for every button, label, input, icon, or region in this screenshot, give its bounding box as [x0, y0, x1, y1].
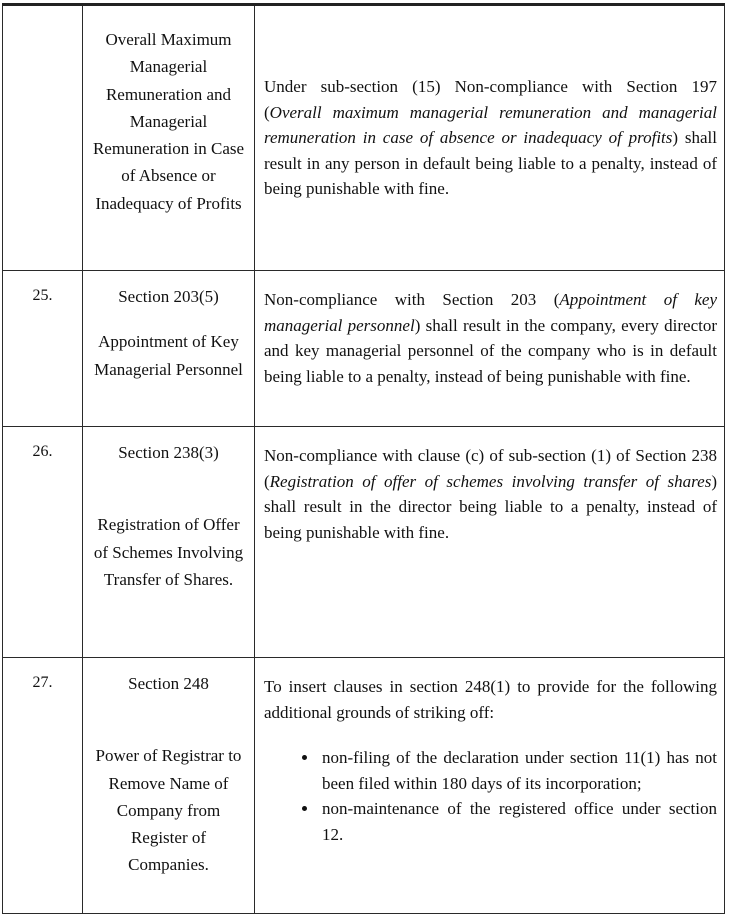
table-row	[3, 427, 725, 658]
section-cell	[83, 5, 255, 271]
description-text: ) shall result in the company, every director and key managerial personnel of the company who is in default being liable to a penalty, instead of being punishable with fine.	[264, 315, 717, 386]
description-text: Non-compliance with Section 203 (	[264, 290, 560, 309]
row-number-cell: 26.	[3, 427, 83, 658]
description-text: Non-compliance with clause (c) of sub-section (1) of Section 238 (	[264, 446, 717, 491]
row-number-cell: 27.	[3, 658, 83, 914]
row-number-cell	[3, 5, 83, 271]
amendments-table	[2, 3, 725, 914]
description-italic: Overall maximum managerial remuneration and managerial remuneration in case of absence or inadequacy of profits	[264, 102, 717, 147]
section-title: Appointment of Key Managerial Personnel	[94, 332, 243, 379]
section-cell	[83, 427, 255, 658]
section-cell	[83, 271, 255, 427]
description-text: ) shall result in any person in default being liable to a penalty, instead of being punishable with fine.	[264, 128, 717, 198]
description-text: ) shall result in the director being liable to a penalty, instead of being punishable with fine.	[264, 471, 717, 542]
table-row	[3, 5, 725, 271]
description-italic: Appointment of key managerial personnel	[264, 290, 717, 335]
section-reference: Section 238(3)	[118, 443, 219, 462]
list-item: • non-maintenance of the registered office under section 12.	[319, 796, 717, 847]
section-title: Registration of Offer of Schemes Involving Transfer of Shares.	[93, 515, 244, 589]
section-reference: Section 203(5)	[118, 287, 219, 306]
section-title: Overall Maximum Managerial Remuneration and Managerial Remuneration in Case of Absence or Inadequacy of Profits	[92, 30, 245, 213]
list-item: • non-filing of the declaration under section 11(1) has not been filed within 180 days of its incorporation;	[319, 745, 717, 796]
bullet-list	[264, 745, 717, 847]
description-cell	[255, 5, 725, 271]
row-number-cell: 25.	[3, 271, 83, 427]
table-row	[3, 271, 725, 427]
section-cell	[83, 658, 255, 914]
section-title: Power of Registrar to Remove Name of Company from Register of Companies.	[95, 746, 242, 875]
table-row	[3, 658, 725, 914]
description-intro: To insert clauses in section 248(1) to provide for the following additional grounds of striking off:	[264, 677, 717, 722]
description-cell	[255, 658, 725, 914]
description-italic: Registration of offer of schemes involving transfer of shares	[269, 471, 712, 491]
section-reference: Section 248	[128, 674, 209, 693]
description-text: Under sub-section (15) Non-compliance with Section 197 (	[264, 77, 717, 122]
description-cell	[255, 427, 725, 658]
description-cell	[255, 271, 725, 427]
